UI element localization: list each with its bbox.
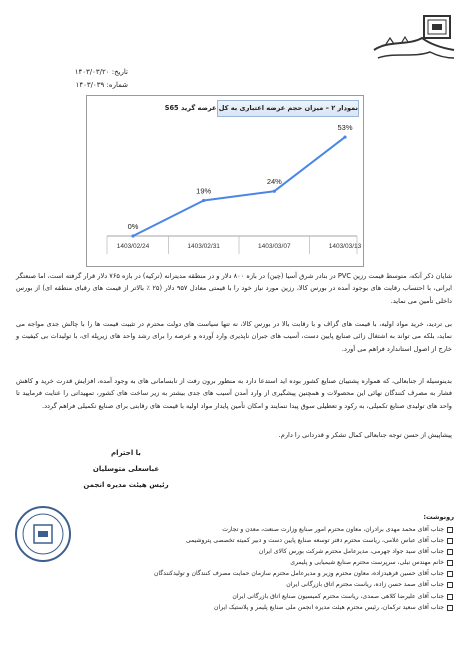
x-tick-label: 1403/02/31 bbox=[187, 243, 220, 250]
paragraph-price-comparison: شایان ذکر آنکه، متوسط قیمت رزین PVC در بنادر شرق آسیا (چین) در بازه ۸۰۰ دلار و در منطقه مدیترانه (ترکیه) در بازه ۷۶۵ دلار قرار گرفته است، اما صنعتگر ایرانی، با احتساب رقابت های بوجود آمده در بورس کالا، رزین مورد نیاز خود را با قیمتی معادل ۹۵۷ دلار (۲۵ ٪ بالاتر از قیمت های رقبای منطقه ای) از بورس داخلی تأمین می نماید. bbox=[16, 272, 452, 305]
x-tick-label: 1403/03/07 bbox=[258, 243, 291, 250]
cc-heading: رونوشت: bbox=[423, 513, 454, 521]
data-label: 19% bbox=[196, 186, 212, 196]
paragraph-thanks: پیشاپیش از حسن توجه جنابعالی کمال تشکر و قدردانی را دارم. bbox=[278, 431, 452, 439]
signature-closing: با احترام bbox=[111, 449, 141, 457]
paragraph-request: بدینوسیله از جنابعالی، که همواره پشتیبان صنایع کشور بوده اید استدعا دارد به منظور برون رفت از نابسامانی های به وجود آمده، افزایش قدرت خرید و کاهش فشار به مصرف کنندگان نهائی این محصولات و همچنین پیشگیری از وارد آمدن آسیب های جدی بیشتر به زیر ساخت های کشور، تمهیداتی را عنایت فرمایید تا واحد های تولیدی صنایع تکمیلی، به رکود و تعطیلی سوق پیدا ننمایند و امکان تأمین پایدار مواد اولیه با قیمت های رقابتی برای صنایع تکمیلی فراهم گردد. bbox=[16, 377, 452, 410]
cc-item: جناب آقای صمد حسن زاده، ریاست محترم اتاق بازرگانی ایران bbox=[88, 579, 454, 590]
cc-item: جناب آقای محمد مهدی برادران، معاون محترم امور صنایع وزارت صنعت، معدن و تجارت bbox=[88, 524, 454, 535]
cc-list bbox=[88, 524, 454, 613]
series-line bbox=[133, 137, 345, 236]
x-tick-label: 1403/02/24 bbox=[116, 243, 150, 250]
signature-title: رئیس هیئت مدیره انجمن bbox=[83, 481, 169, 489]
association-seal bbox=[14, 505, 72, 563]
data-point bbox=[273, 190, 276, 193]
association-logo bbox=[368, 10, 460, 68]
paragraph-market-impact: بی تردید، خرید مواد اولیه، با قیمت های گزاف و با رقابت بالا در بورس کالا، نه تنها سیاست های دولت محترم در تثبیت قیمت ها را با چالش جدی مواجه می نماید، بلکه می تواند به اشتغال زائی صنایع پایین دست، آسیب های جبران ناپذیری وارد آورده و عرصه را برای رشد واحد های زیرپله ای، با تولیدات بی کیفیت و خارج از اصول استاندارد فراهم می آورد. bbox=[16, 320, 452, 353]
data-label: 24% bbox=[266, 177, 282, 187]
letter-number: شماره: ۱۴۰۳/۰۳۹ bbox=[75, 81, 128, 89]
cc-item: جناب آقای حسین فرهیدزاده، معاون محترم وزیر و مدیرعامل محترم سازمان حمایت مصرف کنندگان و تولیدکنندگان bbox=[88, 568, 454, 579]
cc-item: جناب آقای علیرضا کلاهی صمدی، ریاست محترم کمیسیون صنایع اتاق بازرگانی ایران bbox=[88, 591, 454, 602]
cc-item: جناب آقای عباس غلامی، ریاست محترم دفتر توسعه صنایع پایین دست و دبیر کمیته تخصصی پتروشیمی bbox=[88, 535, 454, 546]
data-point bbox=[343, 135, 346, 138]
cc-item: جناب آقای سید جواد جهرمی، مدیرعامل محترم شرکت بورس کالای ایران bbox=[88, 546, 454, 557]
chart-title: نمودار ۲ – میزان حجم عرضه اعتباری به کل عرضه گرید S65 bbox=[217, 100, 359, 117]
credit-supply-chart bbox=[86, 95, 364, 267]
data-point bbox=[202, 199, 205, 202]
data-label: 0% bbox=[127, 222, 139, 231]
letter-date: تاریخ: ۱۴۰۳/۰۳/۲۰ bbox=[74, 68, 128, 76]
chart-canvas bbox=[87, 96, 363, 266]
x-tick-label: 1403/03/13 bbox=[328, 243, 362, 250]
cc-item: خانم مهندس نیلی، سرپرست محترم صنایع شیمیایی و پلیمری bbox=[88, 557, 454, 568]
data-point bbox=[131, 234, 134, 237]
letter-meta bbox=[18, 66, 128, 92]
data-label: 53% bbox=[337, 123, 353, 133]
signature-name: عباسعلی متوسلیان bbox=[92, 465, 160, 473]
cc-item: جناب آقای سعید ترکمان، رئیس محترم هیئت مدیره انجمن ملی صنایع پلیمر و پلاستیک ایران bbox=[88, 602, 454, 613]
